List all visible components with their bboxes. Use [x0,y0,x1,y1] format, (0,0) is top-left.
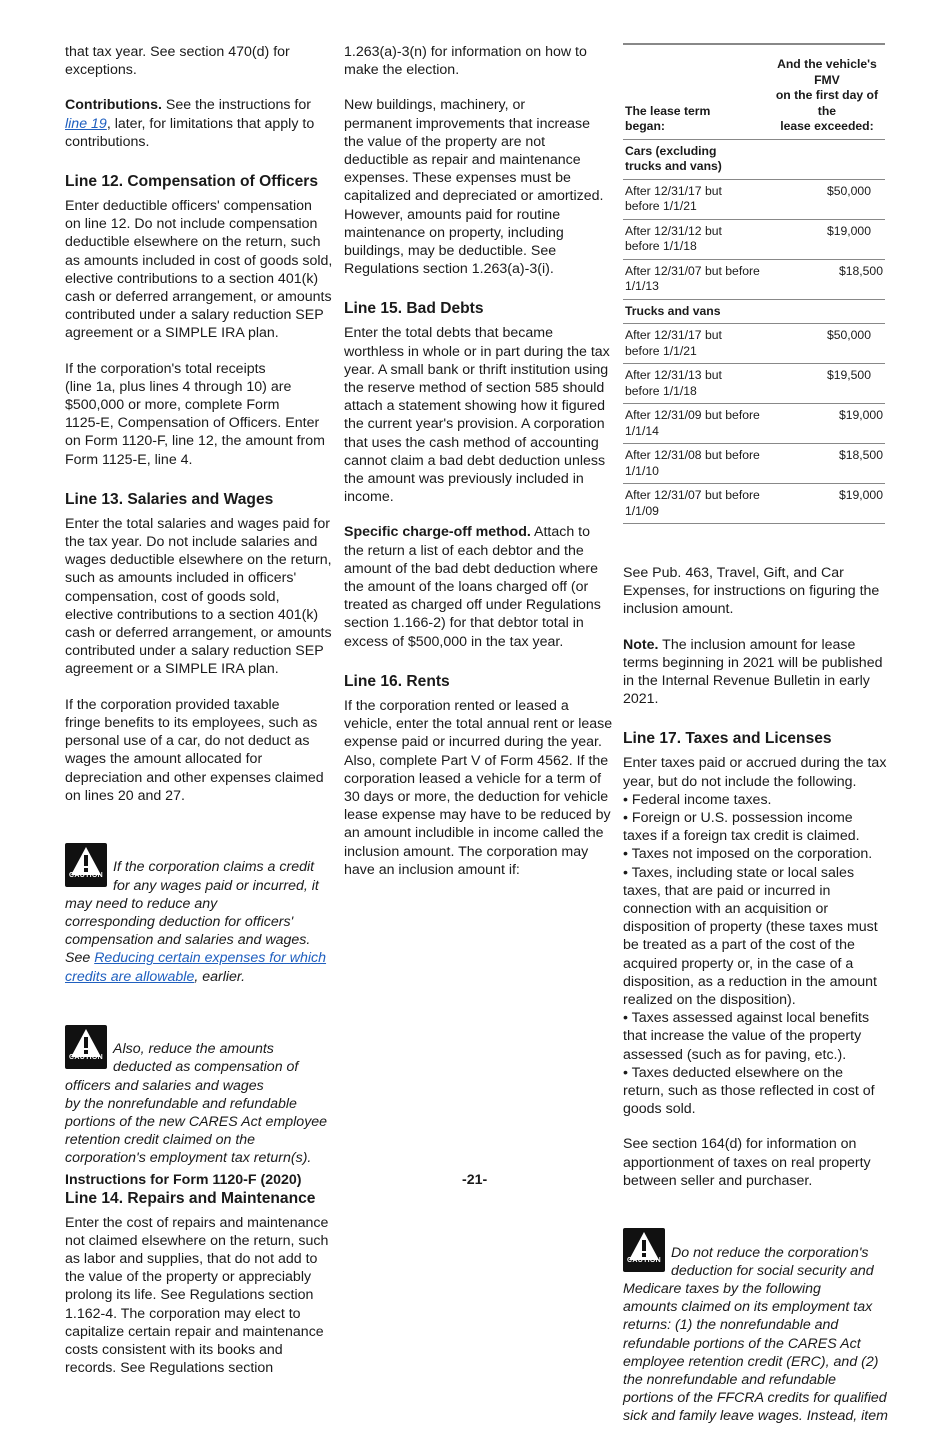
lease-term: After 12/31/13 but before 1/1/18 [623,364,769,404]
text: If the corporation claims a credit for any wages paid or incurred, it may need to reduce any corresponding deduction for officers' compensation and salaries and wages. See [65,859,319,967]
paragraph: If the corporation rented or leased a vehicle, enter the total annual rent or lease expense paid or incurred during the year. Also, complete Part V of Form 4562. If the corporation leased a vehicle for a term of 30 days or more, the deduction for vehicle lease expense may have to be reduced by an amount includible in income called the inclusion amount. The corporation may have an inclusion amount if: [344,697,613,878]
list-item: • Taxes, including state or local sales taxes, that are paid or incurred in connection with an acquisition or disposition of property (these taxes must be treated as a part of the cost of the acquired property or, in the case of a disposition, as a reduction in the amount realized on the disposition). [623,864,878,1009]
text: Do not reduce the corporation's deduction for social security and Medicare taxes by the following amounts claimed on its employment tax returns: (1) the nonrefundable and refundable portions of the CARES Act employee retention credit (ERC), and (2) the nonrefundable and refundable portions of the FFCRA credits for qualified sick and family leave wages. Instead, item [623,1244,888,1425]
caution-label: CAUTION [69,871,103,879]
fmv-amount: $50,000 [769,179,885,219]
text: See the instructions for [165,97,311,114]
lease-term: After 12/31/12 but before 1/1/18 [623,219,769,259]
table-row [623,259,885,299]
fmv-amount: $18,500 [769,444,885,484]
text: The inclusion amount for lease terms beginning in 2021 will be published in the Internal Revenue Bulletin in early 2021. [623,636,883,708]
paragraph: See Pub. 463, Travel, Gift, and Car Expenses, for instructions on figuring the inclusion amount. [623,565,880,618]
caution-label: CAUTION [69,1053,103,1061]
table-row [623,324,885,364]
fmv-amount: $19,000 [769,404,885,444]
text: Attach to the return a list of each debtor and the amount of the bad debt deduction where the amount of the loans charged off (or treated as charged off under Regulations section 1.166-2) for that debtor total in excess of $500,000 in the tax year. [344,524,601,650]
heading-line-15: Line 15. Bad Debts [344,300,484,318]
column-1 [65,43,335,1394]
paragraph: 1.263(a)-3(n) for information on how to make the election. [344,44,587,79]
caution-note [623,1207,893,1425]
table-row [623,484,885,524]
caution-icon [65,843,107,887]
fmv-amount: $19,500 [769,364,885,404]
paragraph: Enter the total salaries and wages paid for the tax year. Do not include salaries and wages deductible elsewhere on the return, such as amounts included in officers' compensation, cost of goods sold, elective contributions to a section 401(k) cash or deferred arrangement, or amounts contributed under a salary reduction SEP agreement or a SIMPLE IRA plan. [65,515,332,678]
list-item: • Taxes assessed against local benefits that increase the value of the property assessed (such as for paving, etc.). [623,1010,870,1063]
fmv-amount: $18,500 [769,259,885,299]
lease-term: After 12/31/07 but before 1/1/13 [623,259,769,299]
heading-line-17: Line 17. Taxes and Licenses [623,730,832,748]
page-number: -21- [462,1172,488,1188]
lease-term: After 12/31/07 but before 1/1/09 [623,484,769,524]
table-row [623,219,885,259]
text: Also, reduce the amounts deducted as compensation of officers and salaries and wages by the nonrefundable and refundable portions of the new CARES Act employee retention credit claimed on the corporation's employment tax return(s). [65,1041,328,1167]
lease-term: After 12/31/17 but before 1/1/21 [623,324,769,364]
paragraph: Enter the total debts that became worthless in whole or in part during the tax year. A small bank or thrift institution using the reserve method of section 585 should attach a statement showing how it figured the current year's provision. A corporation that uses the cash method of accounting cannot claim a bad debt deduction unless the amount was previously included in income. [344,325,610,506]
heading-line-13: Line 13. Salaries and Wages [65,490,274,508]
list-item: • Federal income taxes. [623,791,772,808]
fmv-amount: $50,000 [769,324,885,364]
paragraph: New buildings, machinery, or permanent improvements that increase the value of the property are not deductible as repair and maintenance expenses. These expenses must be capitalized and depreciated or amortized. However, amounts paid for routine maintenance on property, including buildings, may be deductible. See Regulations section 1.263(a)-3(i). [344,97,604,278]
fmv-amount: $19,000 [769,219,885,259]
paragraph: If the corporation's total receipts (line 1a, plus lines 4 through 10) are $500,000 or more, complete Form 1125-E, Compensation of Officers. Enter on Form 1120-F, line 12, the amount from Form 1125-E, line 4. [65,360,325,468]
lease-term: After 12/31/09 but before 1/1/14 [623,404,769,444]
table-header: The lease term began: [623,44,769,139]
paragraph: that tax year. See section 470(d) for exceptions. [65,44,290,79]
note-paragraph [623,636,893,709]
paragraph: See section 164(d) for information on apportionment of taxes on real property between seller and purchaser. [623,1136,871,1189]
table-row [623,444,885,484]
reducing-expenses-link[interactable]: Reducing certain expenses for which credits are allowable [65,950,327,985]
lead-in: Note. [623,636,659,653]
paragraph: Enter the cost of repairs and maintenance not claimed elsewhere on the return, such as labor and supplies, that do not add to the value of the property or appreciably prolong its life. See Regulations section 1.162-4. The corporation may elect to capitalize certain repair and maintenance costs consistent with its books and records. See Regulations section [65,1214,329,1377]
text: , earlier. [194,968,246,985]
lease-term: After 12/31/08 but before 1/1/10 [623,444,769,484]
table-row [623,364,885,404]
section-label: Trucks and vans [623,299,885,324]
section-label: Cars (excluding trucks and vans) [623,139,885,179]
lease-inclusion-table [623,43,885,524]
heading-line-16: Line 16. Rents [344,672,450,690]
list-item: • Taxes deducted elsewhere on the return, such as those reflected in cost of goods sold. [623,1064,875,1118]
column-2 [344,43,614,896]
caution-label: CAUTION [627,1257,661,1265]
caution-icon [623,1228,665,1272]
bullet-list [623,791,893,1119]
table-row [623,179,885,219]
paragraph: Enter deductible officers' compensation on line 12. Do not include compensation deductible elsewhere on the return, such as amounts included in cost of goods sold, elective contributions to a section 401(k) cash or deferred arrangement, or amounts contributed under a salary reduction SEP agreement or a SIMPLE IRA plan. [65,198,333,342]
text: , later, for limitations that apply to contributions. [65,115,315,150]
paragraph: If the corporation provided taxable fringe benefits to its employees, such as personal use of a car, do not deduct as wages the amount allocated for depreciation and other expenses claimed on lines 20 and 27. [65,696,324,804]
caution-icon [65,1025,107,1069]
footer-title: Instructions for Form 1120-F (2020) [65,1172,302,1188]
heading-line-12: Line 12. Compensation of Officers [65,173,319,191]
line-19-link[interactable]: line 19 [65,115,107,132]
column-3 [623,43,893,1444]
list-item: • Foreign or U.S. possession income taxes if a foreign tax credit is claimed. [623,810,860,845]
heading-line-14: Line 14. Repairs and Maintenance [65,1189,316,1207]
caution-note [65,822,335,986]
lead-in: Contributions. [65,97,162,114]
lead-in: Specific charge-off method. [344,524,531,541]
paragraph: Enter taxes paid or accrued during the tax year, but do not include the following. [623,755,887,790]
lease-term: After 12/31/17 but before 1/1/21 [623,179,769,219]
paragraph [344,523,614,650]
caution-note [65,1004,335,1168]
fmv-amount: $19,000 [769,484,885,524]
table-header: And the vehicle's FMV on the first day of the lease exceeded: [769,44,885,139]
list-item: • Taxes not imposed on the corporation. [623,846,873,863]
contributions-paragraph [65,96,335,151]
table-row [623,404,885,444]
